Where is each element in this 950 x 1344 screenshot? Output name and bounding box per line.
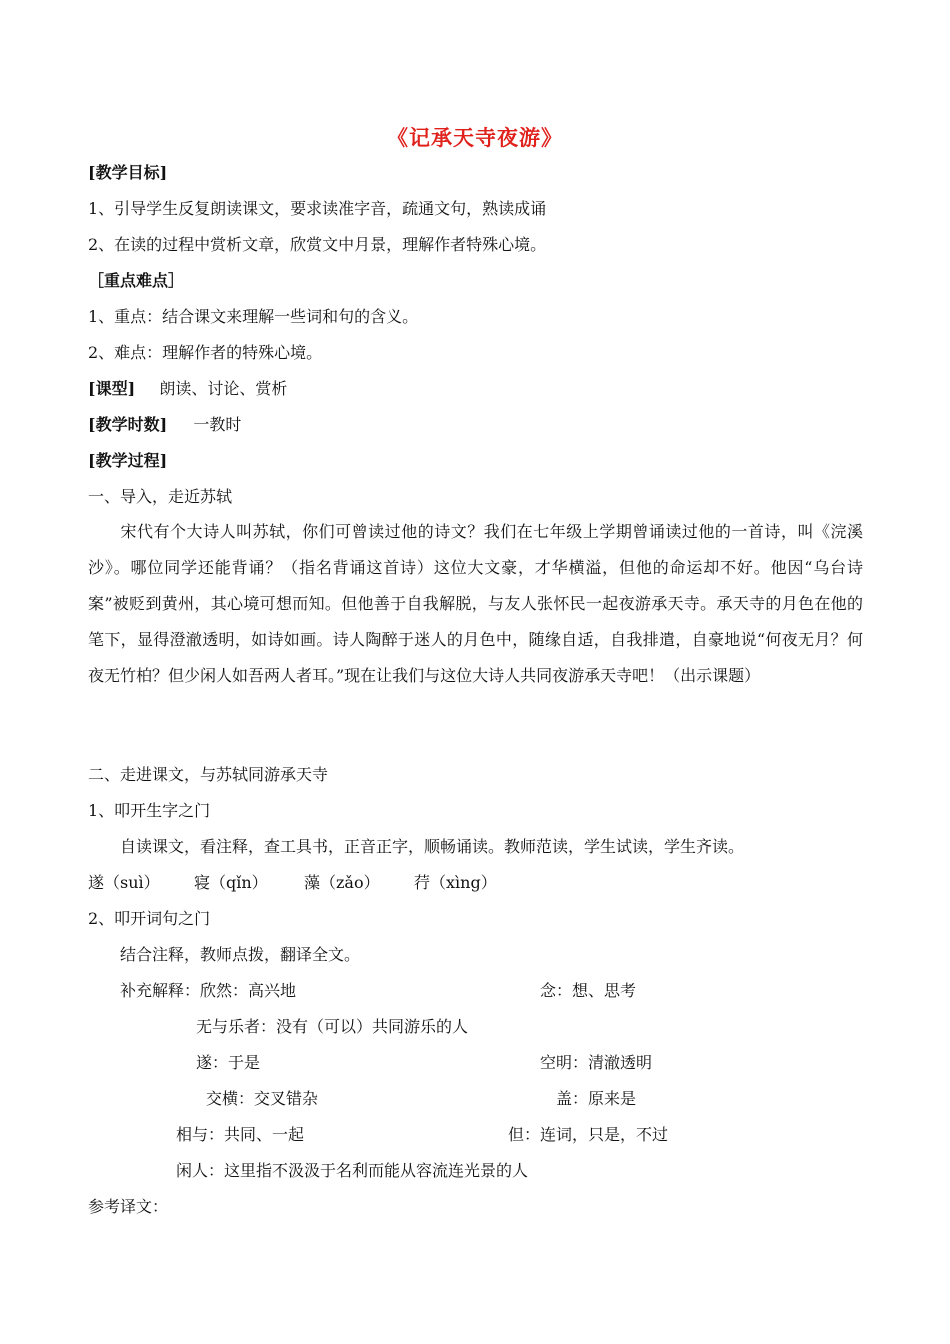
step2-text: 结合注释，教师点拨，翻译全文。 (120, 945, 361, 964)
class-hours-row (88, 414, 241, 436)
pinyin-item: 藻（zǎo） (304, 873, 380, 892)
lesson-type-value: 朗读、讨论、赏析 (159, 379, 288, 398)
reference-translation-label: 参考译文： (88, 1197, 169, 1216)
objective-item-2: 2、在读的过程中赏析文章，欣赏文中月景，理解作者特殊心境。 (88, 235, 547, 254)
glossary-xiangyu: 相与：共同、一起 (176, 1125, 305, 1144)
glossary-gai: 盖：原来是 (556, 1089, 637, 1108)
glossary-wuyu: 无与乐者：没有（可以）共同游乐的人 (196, 1017, 469, 1036)
glossary-lead: 补充解释：欣然：高兴地 (120, 981, 297, 1000)
lesson-type-row (88, 378, 287, 400)
step1-title: 1、叩开生字之门 (88, 801, 211, 820)
pinyin-item: 荇（xìng） (414, 873, 497, 892)
document-title: 《记承天寺夜游》 (387, 125, 563, 150)
class-hours-heading: [教学时数] (88, 415, 168, 434)
part2-title: 二、走进课文，与苏轼同游承天寺 (88, 765, 329, 784)
process-heading: [教学过程] (88, 451, 168, 470)
glossary-nian: 念：想、思考 (540, 981, 637, 1000)
glossary-sui: 遂：于是 (196, 1053, 261, 1072)
lesson-type-heading: [课型] (88, 379, 136, 398)
glossary-dan: 但：连词，只是，不过 (508, 1125, 669, 1144)
key-point-item-1: 1、重点：结合课文来理解一些词和句的含义。 (88, 307, 419, 326)
key-points-heading: ［重点难点］ (88, 271, 185, 290)
glossary-jiaoheng: 交横：交叉错杂 (206, 1089, 319, 1108)
glossary-xianren: 闲人：这里指不汲汲于名利而能从容流连光景的人 (176, 1161, 529, 1180)
pinyin-row (88, 872, 497, 894)
pinyin-item: 寝（qǐn） (194, 873, 268, 892)
step1-text: 自读课文，看注释，查工具书，正音正字，顺畅诵读。教师范读，学生试读，学生齐读。 (120, 837, 745, 856)
intro-paragraph (88, 514, 863, 694)
objectives-heading: [教学目标] (88, 163, 168, 182)
part1-title: 一、导入，走近苏轼 (88, 487, 233, 506)
intro-paragraph-text: 宋代有个大诗人叫苏轼，你们可曾读过他的诗文？我们在七年级上学期曾诵读过他的一首诗，叫《浣溪沙》。哪位同学还能背诵？（指名背诵这首诗）这位大文豪，才华横溢，但他的命运却不好。他因“乌台诗案”被贬到黄州，其心境可想而知。但他善于自我解脱，与友人张怀民一起夜游承天寺。承天寺的月色在他的笔下，显得澄澈透明，如诗如画。诗人陶醉于迷人的月色中，随缘自适，自我排遣，自豪地说“何夜无月？何夜无竹柏？但少闲人如吾两人者耳。”现在让我们与这位大诗人共同夜游承天寺吧！（出示课题） (88, 522, 863, 685)
pinyin-item: 遂（suì） (88, 873, 160, 892)
glossary-kongming: 空明：清澈透明 (540, 1053, 653, 1072)
key-point-item-2: 2、难点：理解作者的特殊心境。 (88, 343, 323, 362)
objective-item-1: 1、引导学生反复朗读课文，要求读准字音，疏通文句，熟读成诵 (88, 199, 547, 218)
class-hours-value: 一教时 (193, 415, 242, 434)
step2-title: 2、叩开词句之门 (88, 909, 211, 928)
